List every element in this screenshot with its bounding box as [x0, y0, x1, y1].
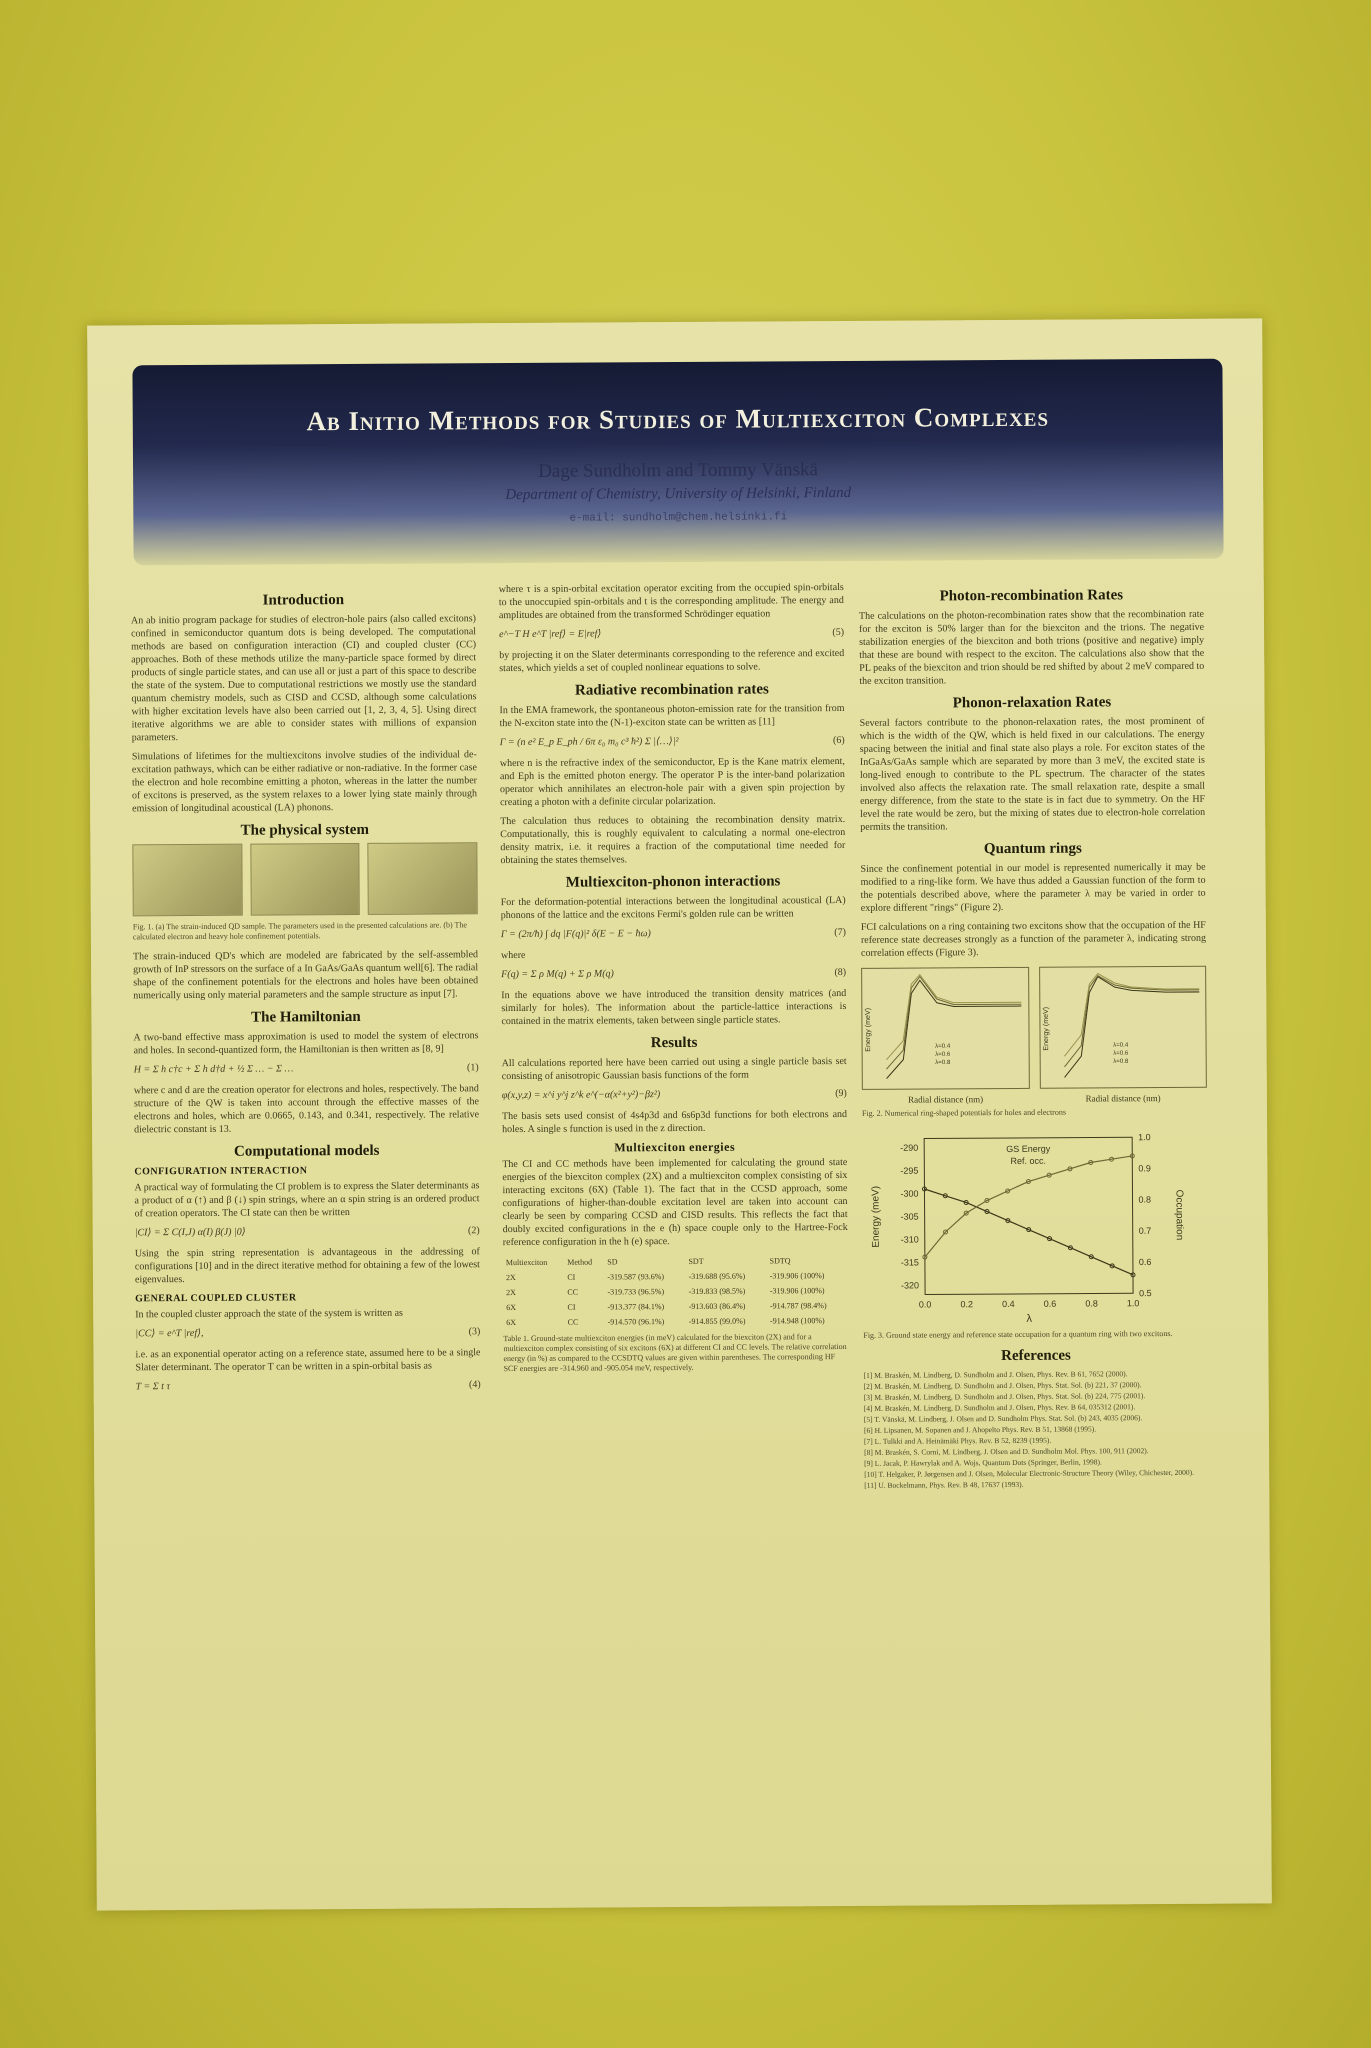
x-tick-label: 0.8	[1085, 1298, 1098, 1309]
x-tick-label: 0.0	[918, 1299, 932, 1310]
reference-item: [7] L. Tulkki and A. Heinämäki Phys. Rev. B 52, 8239 (1995).	[863, 1435, 1052, 1446]
table-cell: -319.833 (98.5%)	[688, 1286, 746, 1296]
poster-column-middle	[499, 581, 849, 1382]
table-header: Method	[567, 1257, 593, 1267]
reference-item: [10] T. Helgaker, P. Jørgensen and J. Olsen, Molecular Electronic-Structure Theory (Wiley, Chichester, 2000).	[864, 1467, 1195, 1479]
poster-banner	[132, 359, 1223, 566]
x-tick-label: 0.2	[960, 1299, 974, 1310]
table-header: SDTQ	[769, 1256, 791, 1266]
reference-item: [6] H. Lipsanen, M. Sopanen and J. Ahopelto Phys. Rev. B 51, 13868 (1995).	[863, 1424, 1097, 1435]
y-axis-label: Energy (meV)	[870, 1185, 882, 1248]
table-cell: CC	[567, 1287, 579, 1297]
reference-item: [5] T. Vänskä, M. Lindberg, J. Olsen and D. Sundholm Phys. Stat. Sol. (b) 243, 4035 (2006).	[863, 1413, 1143, 1424]
equation-1: H = Σ h c†c + Σ h d†d + ½ Σ … − Σ … (1)	[133, 1062, 479, 1076]
legend-label: λ=0.6	[1112, 1049, 1128, 1057]
results-paragraph-2: The basis sets used consist of 4s4p3d and 6s6p3d functions for both electrons and holes. A single s function is used in the z direction.	[501, 1108, 848, 1136]
x-tick-label: 0.6	[1043, 1298, 1057, 1309]
qd-sample-diagram	[132, 844, 242, 917]
radiative-paragraph-3: The calculation thus reduces to obtaining the recombination density matrix. Computationally, this is roughly equivalent to calculating a normal one-electron density matrix, i.e. it requires a fraction of the computational time needed for obtaining the states themselves.	[500, 813, 846, 867]
legend-label: Ref. occ.	[1010, 1155, 1047, 1166]
poster-email: e-mail: sundholm@chem.helsinki.fi	[569, 511, 788, 525]
x-tick-label: 1.0	[1126, 1298, 1140, 1309]
table-cell: 2X	[505, 1273, 516, 1283]
y-tick-label: -300	[900, 1188, 919, 1199]
equation-7-number: (7)	[834, 926, 846, 939]
equation-7: Γ = (2π/ħ) ∫ dq |F(q)|² δ(E − E − ħω) (7)	[500, 926, 846, 941]
figure-2-left-plot	[861, 967, 1029, 1090]
y-axis-label: Energy (meV)	[863, 1007, 873, 1052]
y-right-tick-label: 0.9	[1138, 1163, 1151, 1174]
references-heading: References	[1001, 1347, 1071, 1365]
cc-continued-paragraph: where τ is a spin-orbital excitation operator exciting from the occupied spin-orbitals to the unoccupied spin-orbitals and t is the corresponding amplitude. The energy and amplitudes are obtained from the transformed Schrödinger equation	[498, 581, 844, 622]
hamiltonian-heading: The Hamiltonian	[251, 1008, 361, 1026]
results-paragraph-1: All calculations reported here have been carried out using a single particle basis set consisting of anisotropic Gaussian basis functions of the form	[501, 1055, 847, 1083]
ring-potential-plot-holes	[862, 968, 1028, 1089]
equation-8-number: (8)	[834, 966, 847, 979]
y-right-tick-label: 0.8	[1138, 1194, 1152, 1205]
equation-6: Γ = (n e² E_p E_ph / 6π ε₀ m₀ c³ ħ²) Σ |⟨…⟩|² (6)	[499, 734, 845, 749]
reference-item: [4] M. Braskén, M. Lindberg, D. Sundholm and J. Olsen, Phys. Rev. B 64, 035312 (2001).	[863, 1402, 1136, 1413]
y-axis-label: Energy (meV)	[1041, 1006, 1050, 1051]
y-tick-label: -310	[900, 1234, 919, 1245]
ring-potential-plot-electrons	[1040, 967, 1206, 1088]
figure-2-right-plot	[1039, 966, 1207, 1089]
table-header: SDT	[688, 1256, 704, 1266]
equation-9-number: (9)	[835, 1087, 847, 1100]
radiative-paragraph-1: In the EMA framework, the spontaneous photon-emission rate for the transition from the N-exciton state into the (N-1)-exciton state can be written as [11]	[499, 702, 845, 730]
legend-label: λ=0.6	[935, 1050, 951, 1058]
series-line	[924, 1156, 1133, 1257]
hamiltonian-paragraph-2: where c and d are the creation operator for electrons and holes, respectively. The band structure of the QW is taken into account through the effective masses of the electrons and holes, which are 0.0665, 0.143, and 0.341, respectively. The relative dielectric constant is 13.	[133, 1083, 480, 1136]
multiexciton-energies-subheading: Multiexciton energies	[614, 1139, 736, 1155]
equation-6-number: (6)	[833, 734, 845, 747]
equation-2: |CI⟩ = Σ C(I,J) α(I) β(J) |0⟩ (2)	[134, 1225, 480, 1239]
table-cell: -319.688 (95.6%)	[688, 1271, 746, 1281]
cc-paragraph: In the coupled cluster approach the state of the system is written as	[135, 1307, 403, 1321]
phonon-where: where	[500, 949, 526, 962]
series-line	[886, 974, 1022, 1060]
table-cell: -319.906 (100%)	[769, 1286, 825, 1296]
poster-column-right	[859, 579, 1210, 1491]
table-cell: CI	[567, 1302, 576, 1312]
series-line	[1063, 973, 1199, 1056]
poster-affiliation: Department of Chemistry, University of Helsinki, Finland	[505, 484, 852, 504]
reference-item: [8] M. Braskén, S. Corni, M. Lindberg, J. Olsen and D. Sundholm Mol. Phys. 100, 911 (2002).	[864, 1446, 1149, 1457]
table-cell: 2X	[506, 1288, 516, 1298]
table-cell: -914.948 (100%)	[770, 1316, 825, 1326]
table-row	[503, 1313, 848, 1330]
reference-item: [1] M. Braskén, M. Lindberg, D. Sundholm and J. Olsen, Phys. Rev. B 61, 7652 (2000).	[863, 1369, 1128, 1380]
figure-2-panels	[861, 966, 1207, 1090]
poster-authors: Dage Sundholm and Tommy Vänskä	[538, 459, 819, 482]
figure-2-xlabel-left: Radial distance (nm)	[908, 1094, 984, 1105]
y-tick-label: -290	[900, 1142, 919, 1153]
table-cell: CC	[567, 1317, 579, 1327]
equation-5-number: (5)	[832, 626, 845, 639]
figure-3-caption: Fig. 3. Ground state energy and reference state occupation for a quantum ring with two excitons.	[863, 1328, 1173, 1340]
phonon-relaxation-heading: Phonon-relaxation Rates	[952, 694, 1112, 712]
introduction-paragraph-2: Simulations of lifetimes for the multiexcitons involve studies of the individual de-excitation pathways, which can be either radiative or non-radiative. In the former case the electron and hole recombine emitting a photon, whereas in the latter the number of excitons is preserved, as the system relaxes to a lower lying state mainly through emission of longitudinal acoustical (LA) phonons.	[131, 749, 478, 815]
electron-potential-surface	[250, 843, 360, 916]
table-1-caption: Table 1. Ground-state multiexciton energies (in meV) calculated for the biexciton (2X) and for a multiexciton complex consisting of six excitons (6X) at different CI and CC levels. The relative correlation energy (in %) as compared to the CCSDTQ values are given within parentheses. The corresponding HF SCF energies are -314.960 and -905.054 meV, respectively.	[503, 1332, 847, 1374]
x-tick-label: 0.4	[1002, 1298, 1015, 1310]
introduction-heading: Introduction	[262, 592, 345, 609]
figure-2-caption: Fig. 2. Numerical ring-shaped potentials for holes and electrons	[861, 1107, 1066, 1118]
table-cell: -319.733 (96.5%)	[607, 1287, 665, 1297]
ci-paragraph: A practical way of formulating the CI problem is to express the Slater determinants as a product of α (↑) and β (↓) spin strings, where an α spin string is an ordered product of creation operators. The CI state can then be written	[134, 1180, 480, 1220]
y-tick-label: -295	[900, 1165, 919, 1176]
equation-4: T = Σ t τ (4)	[135, 1379, 481, 1393]
table-cell: 6X	[506, 1303, 516, 1313]
figure-1-panels	[132, 842, 477, 916]
phonon-paragraph-2: In the equations above we have introduced the transition density matrices (and similarly for holes). The information about the particle-lattice interactions is contained in the matrix elements, taken between single particle states.	[501, 987, 847, 1028]
table-cell: -914.787 (98.4%)	[769, 1301, 827, 1311]
y-tick-label: -315	[900, 1257, 919, 1268]
introduction-paragraph-1: An ab initio program package for studies of electron-hole pairs (also called excitons) confined in semiconductor quantum dots is being developed. The computational methods are based on configuration interaction (CI) and coupled cluster (CC) approaches. Both of these methods utilize the many-particle space formed by direct products of single particle states, and can use all or just a part of this space to describe the state of the system. Due to computational restrictions we mostly use the standard quantum chemistry models, such as CISD and CCSD, although some calculations with higher excitation levels have also been carried out [1, 2, 3, 4, 5]. Using direct iterative algorithms we are able to consider states with millions of expansion parameters.	[130, 613, 477, 744]
legend-label: λ=0.8	[935, 1058, 951, 1067]
equation-3-number: (3)	[468, 1326, 481, 1338]
poster-title: Ab Initio Methods for Studies of Multiexciton Complexes	[306, 401, 1050, 437]
table-cell: CI	[567, 1272, 576, 1282]
photon-recombination-heading: Photon-recombination Rates	[939, 587, 1124, 605]
y-right-tick-label: 1.0	[1138, 1132, 1151, 1143]
equation-9: φ(x,y,z) = x^i y^j z^k e^(−α(x²+y²)−βz²) (9)	[501, 1087, 847, 1102]
cc-continued-paragraph-2: by projecting it on the Slater determinants corresponding to the reference and excited states, which yields a set of coupled nonlinear equations to solve.	[499, 647, 845, 675]
y-right-tick-label: 0.6	[1138, 1256, 1152, 1267]
figure-2-axis-labels	[862, 1090, 1207, 1107]
physical-system-heading: The physical system	[240, 821, 369, 839]
cc-paragraph-2: i.e. as an exponential operator acting on a reference state, assumed here to be a single Slater determinant. The operator T can be written in a spin-orbital basis as	[135, 1347, 481, 1374]
phonon-paragraph-1: For the deformation-potential interactions between the longitudinal acoustical (LA) phonons of the lattice and the excitons Fermi's golden rule can be written	[500, 894, 846, 922]
computational-models-heading: Computational models	[233, 1142, 380, 1160]
quantum-rings-heading: Quantum rings	[983, 840, 1082, 858]
table-cell: -913.377 (84.1%)	[607, 1302, 665, 1312]
multiexciton-energies-paragraph: The CI and CC methods have been implemented for calculating the ground state energies of the biexciton complex (2X) and a multiexciton complex consisting of six interacting excitons (6X) (Table 1). The fact that in the CCSD approach, some configurations of higher-than-double excitation level are taken into account can clearly be seen by comparing CCSD and CISD results. This reflects the fact that doubly excited configurations in the e (h) space couple only to the Hartree-Fock reference configuration in the h (e) space.	[502, 1156, 848, 1249]
hamiltonian-paragraph-1: A two-band effective mass approximation is used to model the system of electrons and holes. In second-quantized form, the Hamiltonian is then written as [8, 9]	[133, 1030, 479, 1057]
hole-potential-surface	[368, 842, 478, 915]
poster-column-left	[131, 583, 481, 1401]
equation-8: F(q) = Σ ρ M(q) + Σ ρ M(q) (8)	[501, 966, 847, 981]
table-cell: -914.855 (99.0%)	[688, 1316, 746, 1326]
quantum-rings-paragraph-2: FCI calculations on a ring containing two excitons show that the occupation of the HF reference state decreases strongly as a function of the parameter λ, indicating strong correlation effects (Figure 3).	[860, 919, 1206, 959]
legend-label: λ=0.8	[1112, 1057, 1128, 1065]
legend-label: λ=0.4	[935, 1042, 951, 1050]
figure-3-chart	[862, 1125, 1208, 1327]
equation-1-number: (1)	[467, 1062, 479, 1074]
table-cell: 6X	[506, 1318, 517, 1328]
equation-2-number: (2)	[468, 1225, 480, 1237]
x-axis-label: λ	[1026, 1312, 1033, 1325]
table-cell: -319.587 (93.6%)	[607, 1272, 665, 1282]
poster-sheet	[87, 318, 1272, 1910]
ci-subheading: CONFIGURATION INTERACTION	[134, 1165, 308, 1178]
table-cell: -914.570 (96.1%)	[607, 1317, 665, 1327]
y-tick-label: -305	[900, 1211, 919, 1222]
phonon-interactions-heading: Multiexciton-phonon interactions	[565, 873, 781, 891]
table-cell: -319.906 (100%)	[769, 1271, 825, 1281]
results-heading: Results	[650, 1034, 698, 1052]
equation-4-number: (4)	[468, 1379, 481, 1391]
radiative-heading: Radiative recombination rates	[574, 681, 769, 699]
y-right-axis-label: Occupation	[1173, 1189, 1185, 1241]
equation-5: e^−T H e^T |ref⟩ = E|ref⟩ (5)	[499, 626, 845, 641]
quantum-rings-paragraph-1: Since the confinement potential in our model is represented numerically it may be modified to a ring-like form. We have thus added a Gaussian function of the form to the potentials described above, where the parameter λ may be varied in order to explore different "rings" (Figure 2).	[860, 861, 1206, 914]
cc-subheading: GENERAL COUPLED CLUSTER	[135, 1292, 297, 1305]
y-tick-label: -320	[901, 1280, 920, 1291]
phonon-relaxation-paragraph: Several factors contribute to the phonon-relaxation rates, the most prominent of which is the width of the QW, which is held fixed in our calculations. The energy spacing between the initial and final state also plays a role. For exciton states of the InGaAs/GaAs sample which are separated by more than 3 meV, the excited state is long-lived enough to contribute to the PL spectrum. The character of the states involved also affects the relaxation rate. The small relaxation rate, despite a small energy difference, from the state to the state is in fact due to symmetry. On the HF level the rate would be zero, but the mixing of states due to electron-hole correlation permits the transition.	[859, 715, 1206, 833]
legend-label: λ=0.4	[1112, 1041, 1128, 1049]
y-right-tick-label: 0.7	[1138, 1225, 1152, 1236]
reference-item: [11] U. Bockelmann, Phys. Rev. B 48, 17637 (1993).	[864, 1479, 1024, 1490]
figure-1-caption: Fig. 1. (a) The strain-induced QD sample. The parameters used in the presented calculations are. (b) The calculated electron and heavy hole confinement potentials.	[132, 920, 467, 942]
table-header: SD	[607, 1257, 618, 1267]
reference-item: [2] M. Braskén, M. Lindberg, D. Sundholm and J. Olsen, Phys. Stat. Sol. (b) 221, 37 (2000).	[863, 1380, 1142, 1391]
equation-3: |CC⟩ = e^T |ref⟩, (3)	[135, 1326, 481, 1340]
legend-label: GS Energy	[1006, 1143, 1051, 1155]
figure-2-xlabel-right: Radial distance (nm)	[1085, 1093, 1161, 1104]
table-cell: -913.603 (86.4%)	[688, 1301, 746, 1311]
radiative-paragraph-2: where n is the refractive index of the semiconductor, Ep is the Kane matrix element, and Eph is the emitted photon energy. The operator P is the inter-band polarization operator which annihilates an electron-hole pair with a given spin projection by creating a photon with a definite circular polarization.	[499, 755, 846, 809]
energies-table	[503, 1253, 848, 1330]
reference-item: [3] M. Braskén, M. Lindberg, D. Sundholm and J. Olsen, Phys. Stat. Sol. (b) 224, 775 (2001).	[863, 1391, 1146, 1402]
physical-system-paragraph: The strain-induced QD's which are modeled are fabricated by the self-assembled growth of InP stressors on the surface of a In GaAs/GaAs quantum well[6]. The radial shape of the confinement potentials for the electrons and holes have been obtained numerically using only material parameters and the sample structure as input [7].	[132, 949, 479, 1002]
photon-recombination-paragraph: The calculations on the photon-recombination rates show that the recombination rate for the exciton is 50% larger than for the biexciton and the trions. The negative stabilization energies of the biexciton and both trions (positive and negative) imply that these are bound with respect to the exciton. The calculations also show that the PL peaks of the biexciton and trion should be red shifted by about 2 meV compared to the exciton transition.	[858, 608, 1205, 687]
y-right-tick-label: 0.5	[1139, 1288, 1152, 1299]
table-header: Multiexciton	[505, 1257, 548, 1268]
ci-paragraph-2: Using the spin string representation is advantageous in the addressing of configurations [10] and in the direct iterative method for obtaining a few of the lowest eigenvalues.	[134, 1246, 480, 1286]
reference-item: [9] L. Jacak, P. Hawrylak and A. Wojs, Quantum Dots (Springer, Berlin, 1998).	[864, 1457, 1102, 1468]
